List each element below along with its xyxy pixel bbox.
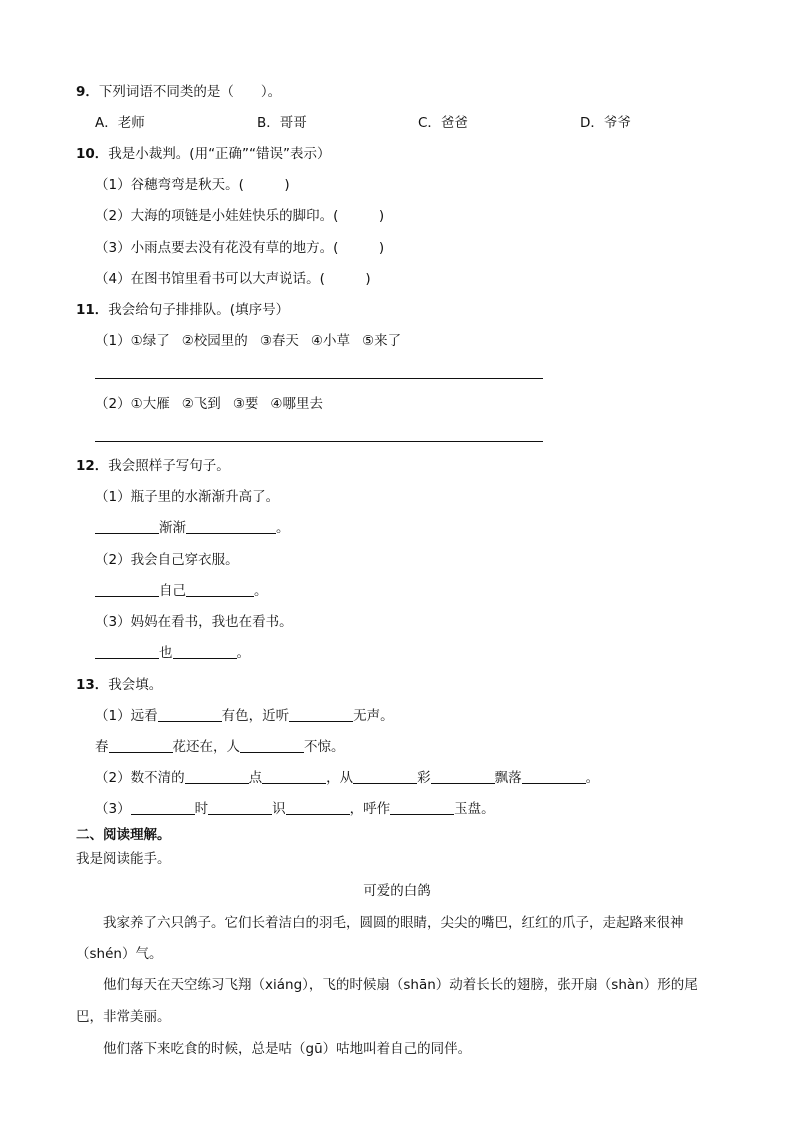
question-12	[76, 457, 230, 475]
fill-blank[interactable]	[95, 644, 159, 659]
passage-paragraph-2: 他们每天在天空练习飞翔（xiáng），飞的时候扇（shān）动着长长的翅膀，张开扇（shàn）形的尾	[103, 977, 698, 993]
section-heading: 二、阅读理解。	[76, 827, 171, 843]
item-label: （1）	[95, 333, 131, 349]
key-word: 也	[159, 645, 173, 661]
word-card: ①绿了	[130, 333, 170, 349]
text: ，从	[326, 770, 354, 786]
section-intro: 我是阅读能手。	[76, 851, 171, 867]
word-card: ⑤来了	[362, 333, 402, 349]
item-label: （2）	[95, 396, 131, 412]
passage-paragraph-3: 他们落下来吃食的时候，总是咕（gū）咕地叫着自己的同伴。	[103, 1041, 472, 1057]
example-sentence-3: （3）妈妈在看书，我也在看书。	[95, 614, 293, 630]
fill-sentence-1	[95, 519, 290, 537]
period: 。	[236, 645, 250, 661]
fill-blank[interactable]	[186, 582, 254, 597]
key-word: 渐渐	[159, 520, 186, 536]
fill-blank[interactable]	[95, 582, 159, 597]
fill-sentence-3	[95, 644, 250, 662]
text: 。	[585, 770, 600, 786]
period: 。	[254, 583, 268, 599]
fill-blank[interactable]	[390, 800, 454, 815]
fill-blank[interactable]	[522, 769, 586, 784]
sort-item-2	[95, 395, 323, 413]
text: 有色，近听	[221, 708, 290, 724]
passage-paragraph-1: 我家养了六只鸽子。它们长着洁白的羽毛，圆圆的眼睛，尖尖的嘴巴，红红的爪子，走起路来很神	[103, 915, 684, 931]
example-sentence-1: （1）瓶子里的水渐渐升高了。	[95, 489, 280, 505]
fill-blank[interactable]	[109, 738, 173, 753]
judge-item-1: （1）谷穗弯弯是秋天。( )	[95, 177, 290, 193]
question-number: 11．	[76, 302, 109, 318]
word-card: ③春天	[259, 333, 299, 349]
answer-line[interactable]	[95, 441, 543, 442]
option-c: C．爸爸	[418, 115, 468, 131]
word-card: ④小草	[310, 333, 351, 349]
text: 彩	[417, 770, 431, 786]
word-card: ③要	[232, 396, 259, 412]
fill-blank[interactable]	[289, 707, 353, 722]
poem-line-1	[95, 707, 394, 725]
question-text: 我会照样子写句子。	[108, 458, 230, 474]
answer-line[interactable]	[95, 378, 543, 379]
word-card: ②飞到	[181, 396, 221, 412]
word-card: ②校园里的	[181, 333, 248, 349]
text: 玉盘。	[454, 801, 495, 817]
question-number: 9．	[76, 84, 99, 100]
text: （3）	[95, 801, 131, 817]
question-number: 12．	[76, 458, 109, 474]
judge-item-4: （4）在图书馆里看书可以大声说话。( )	[95, 271, 371, 287]
passage-paragraph-1-cont: （shén）气。	[76, 946, 163, 962]
fill-blank[interactable]	[131, 800, 195, 815]
question-number: 13．	[76, 677, 109, 693]
question-text: 我会填。	[108, 677, 163, 693]
text: （2）数不清的	[95, 770, 185, 786]
fill-blank[interactable]	[173, 644, 237, 659]
passage-title: 可爱的白鸽	[363, 883, 431, 899]
fill-blank[interactable]	[286, 800, 350, 815]
fill-blank[interactable]	[185, 769, 249, 784]
poem-line-3	[95, 769, 599, 787]
text: 花还在，人	[172, 739, 240, 755]
passage-paragraph-2-cont: 巴，非常美丽。	[76, 1009, 171, 1025]
option-b: B．哥哥	[257, 115, 307, 131]
option-a: A．老师	[95, 115, 145, 131]
question-9	[76, 83, 281, 101]
period: 。	[276, 520, 290, 536]
fill-blank[interactable]	[240, 738, 304, 753]
text: 识	[272, 801, 286, 817]
sort-item-1	[95, 332, 401, 350]
poem-line-4	[95, 800, 495, 818]
fill-blank[interactable]	[186, 519, 276, 534]
fill-blank[interactable]	[353, 769, 417, 784]
question-text: 我会给句子排排队。(填序号）	[108, 302, 290, 318]
key-word: 自己	[159, 583, 186, 599]
fill-blank[interactable]	[431, 769, 495, 784]
example-sentence-2: （2）我会自己穿衣服。	[95, 552, 239, 568]
text: 飘落	[494, 770, 522, 786]
text: 点	[248, 770, 263, 786]
text: 不惊。	[304, 739, 345, 755]
question-text: 下列词语不同类的是（ ）。	[98, 84, 282, 100]
question-text: 我是小裁判。(用“正确”“错误”表示）	[108, 146, 331, 162]
fill-blank[interactable]	[95, 519, 159, 534]
fill-blank[interactable]	[158, 707, 222, 722]
poem-line-2	[95, 738, 345, 756]
option-d: D．爷爷	[580, 115, 631, 131]
text: 无声。	[353, 708, 394, 724]
word-card: ④哪里去	[270, 396, 324, 412]
question-number: 10．	[76, 146, 109, 162]
fill-blank[interactable]	[208, 800, 272, 815]
judge-item-3: （3）小雨点要去没有花没有草的地方。( )	[95, 240, 385, 256]
question-10	[76, 145, 331, 163]
text: （1）远看	[95, 708, 158, 724]
judge-item-2: （2）大海的项链是小娃娃快乐的脚印。( )	[95, 208, 385, 224]
question-11	[76, 301, 289, 319]
text: 春	[95, 739, 109, 755]
fill-blank[interactable]	[262, 769, 326, 784]
question-13	[76, 676, 162, 694]
text: 时	[194, 801, 209, 817]
word-card: ①大雁	[130, 396, 170, 412]
fill-sentence-2	[95, 582, 268, 600]
text: ，呼作	[349, 801, 391, 817]
